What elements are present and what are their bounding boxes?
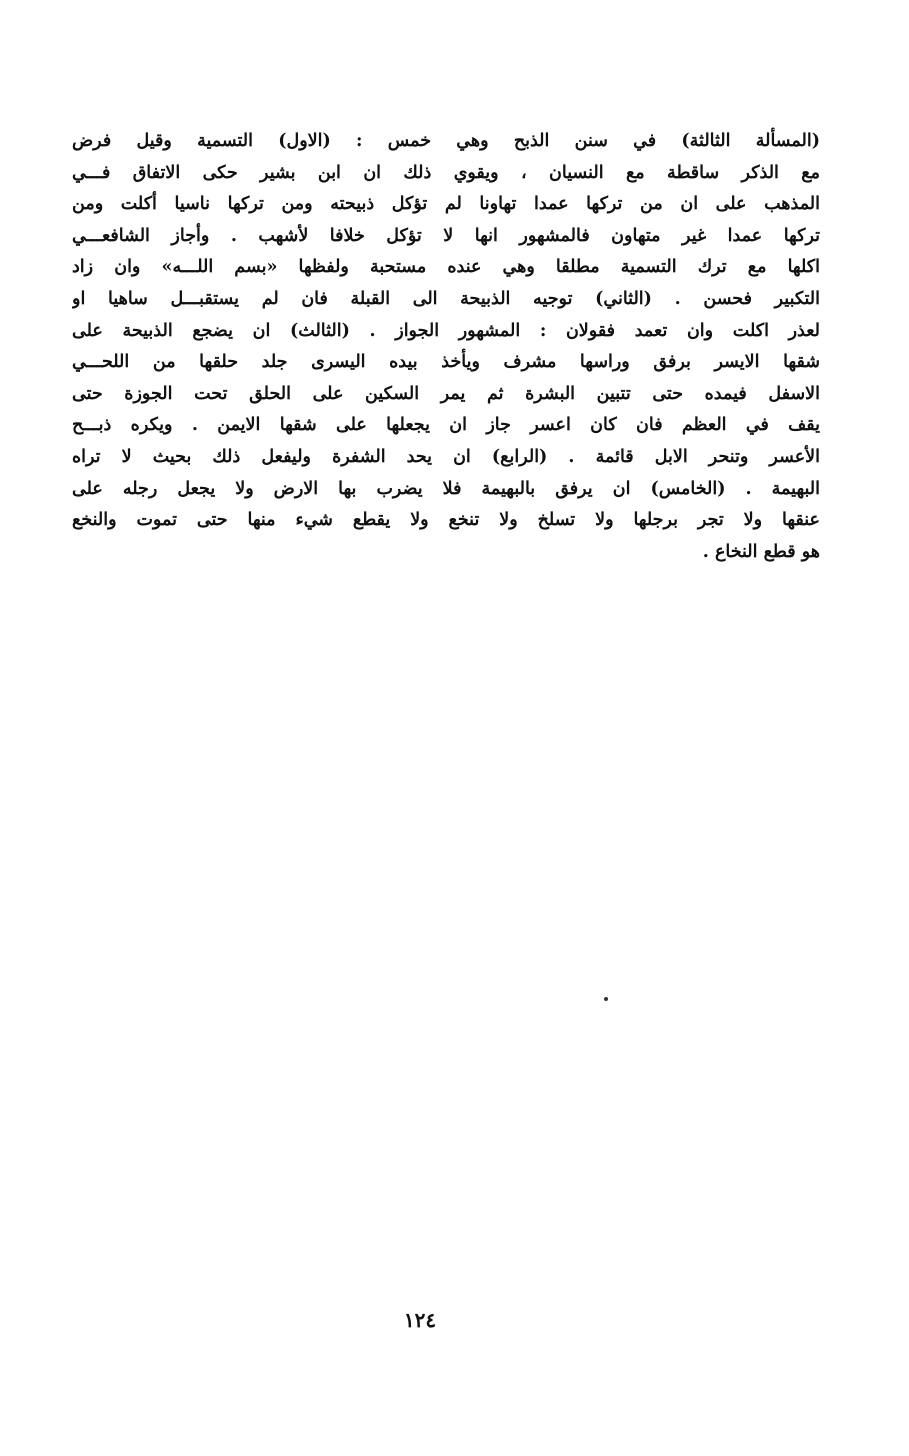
page-number: ١٢٤	[403, 1308, 437, 1332]
text-line: اكلها مع ترك التسمية مطلقا وهي عنده مستحبة ولفظها «بسم اللـــه» وان زاد	[72, 257, 820, 278]
text-line: يقف في العظم فان كان اعسر جاز ان يجعلها على شقها الايمن . ويكره ذبـــح	[72, 415, 820, 436]
scan-speck	[604, 997, 608, 1001]
text-line: المذهب على ان من تركها عمدا تهاونا لم تؤكل ذبيحته ومن تركها ناسيا أكلت ومن	[72, 194, 820, 215]
text-line: تركها عمدا غير متهاون فالمشهور انها لا تؤكل خلافا لأشهب . وأجاز الشافعـــي	[72, 225, 820, 246]
text-line: شقها الايسر برفق وراسها مشرف ويأخذ بيده اليسرى جلد حلقها من اللحـــي	[72, 352, 820, 373]
body-text	[72, 126, 820, 568]
text-line: التكبير فحسن . (الثاني) توجيه الذبيحة الى القبلة فان لم يستقبـــل ساهيا او	[72, 288, 820, 309]
text-line: الاسفل فيمده حتى تتبين البشرة ثم يمر السكين على الحلق تحت الجوزة حتى	[72, 383, 820, 404]
text-line: لعذر اكلت وان تعمد فقولان : المشهور الجواز . (الثالث) ان يضجع الذبيحة على	[72, 320, 820, 341]
text-line: هو قطع النخاع .	[702, 541, 820, 562]
text-line: البهيمة . (الخامس) ان يرفق بالبهيمة فلا يضرب بها الارض ولا يجعل رجله على	[72, 478, 820, 499]
text-line: (المسألة الثالثة) في سنن الذبح وهي خمس : (الاول) التسمية وقيل فرض	[72, 131, 820, 151]
text-line: الأعسر وتنحر الابل قائمة . (الرابع) ان يحد الشفرة وليفعل ذلك بحيث لا تراه	[72, 446, 820, 467]
text-line: مع الذكر ساقطة مع النسيان ، ويقوي ذلك ان ابن بشير حكى الاتفاق فـــي	[72, 162, 820, 183]
text-line: عنقها ولا تجر برجلها ولا تسلخ ولا تنخع ولا يقطع شيء منها حتى تموت والنخع	[72, 510, 820, 531]
